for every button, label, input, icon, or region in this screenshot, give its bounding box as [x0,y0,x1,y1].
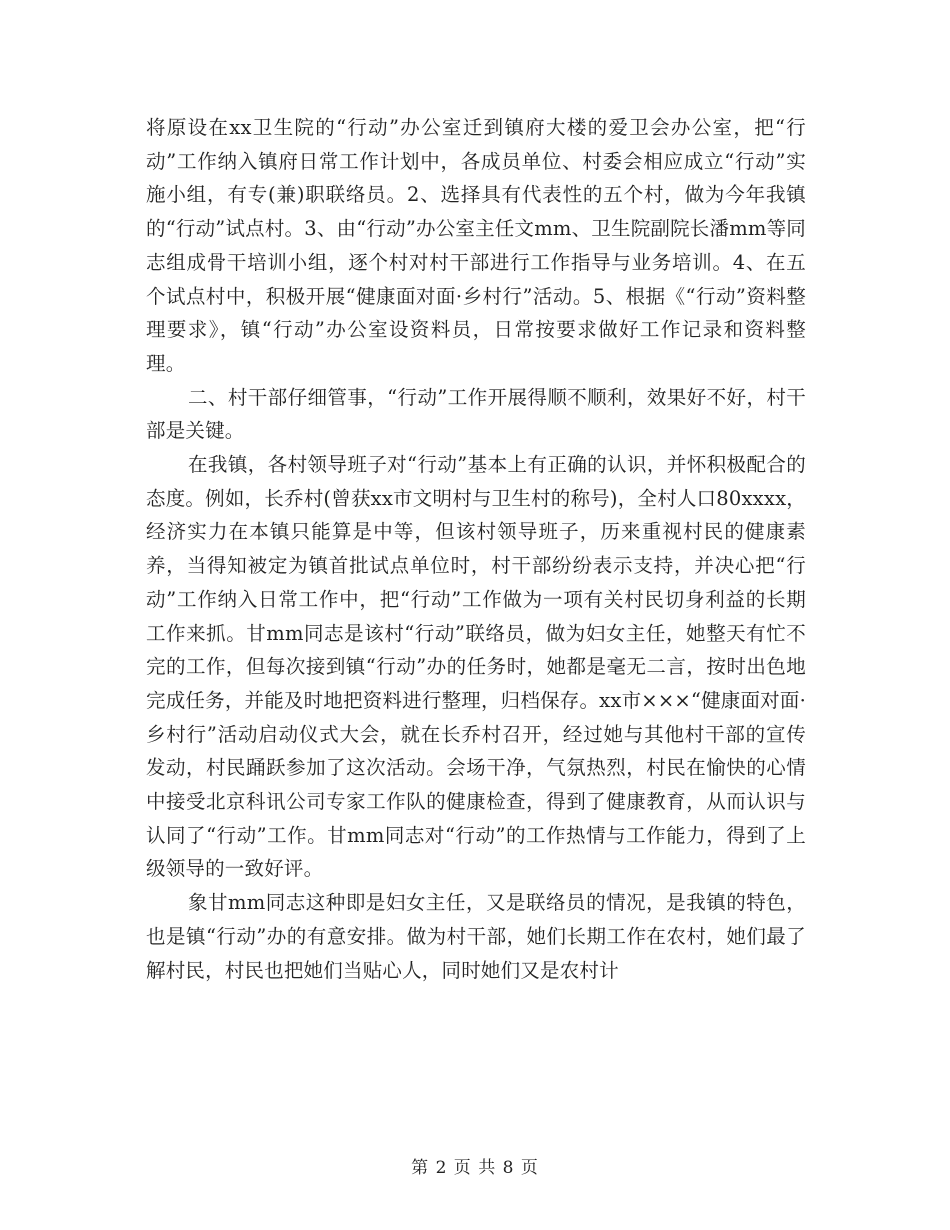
page-footer: 第 2 页 共 8 页 [411,1158,539,1178]
paragraph-3: 在我镇，各村领导班子对“行动”基本上有正确的认识，并怀积极配合的态度。例如，长乔村(曾获xx市文明村与卫生村的称号)，全村人口80xxxx，经济实力在本镇只能算是中等，但该村领导班子，历来重视村民的健康素养，当得知被定为镇首批试点单位时，村干部纷纷表示支持，并决心把“行动”工作纳入日常工作中，把“行动”工作做为一项有关村民切身利益的长期工作来抓。甘mm同志是该村“行动”联络员，做为妇女主任，她整天有忙不完的工作，但每次接到镇“行动”办的任务时，她都是毫无二言，按时出色地完成任务，并能及时地把资料进行整理，归档保存。xx市×××“健康面对面·乡村行”活动启动仪式大会，就在长乔村召开，经过她与其他村干部的宣传发动，村民踊跃参加了这次活动。会场干净，气氛热烈，村民在愉快的心情中接受北京科讯公司专家工作队的健康检查，得到了健康教育，从而认识与认同了“行动”工作。甘mm同志对“行动”的工作热情与工作能力，得到了上级领导的一致好评。 [146,453,806,881]
document-body [146,111,806,987]
paragraph-1: 将原设在xx卫生院的“行动”办公室迁到镇府大楼的爱卫会办公室，把“行动”工作纳入镇府日常工作计划中，各成员单位、村委会相应成立“行动”实施小组，有专(兼)职联络员。2、选择具有代表性的五个村，做为今年我镇的“行动”试点村。3、由“行动”办公室主任文mm、卫生院副院长潘mm等同志组成骨干培训小组，逐个村对村干部进行工作指导与业务培训。4、在五个试点村中，积极开展“健康面对面·乡村行”活动。5、根据《“行动”资料整理要求》，镇“行动”办公室设资料员，日常按要求做好工作记录和资料整理。 [146,116,806,375]
paragraph-4: 象甘mm同志这种即是妇女主任，又是联络员的情况，是我镇的特色，也是镇“行动”办的有意安排。做为村干部，她们长期工作在农村，她们最了解村民，村民也把她们当贴心人，同时她们又是农村计 [146,891,806,982]
paragraph-2: 二、村干部仔细管事，“行动”工作开展得顺不顺利，效果好不好，村干部是关键。 [146,385,806,443]
